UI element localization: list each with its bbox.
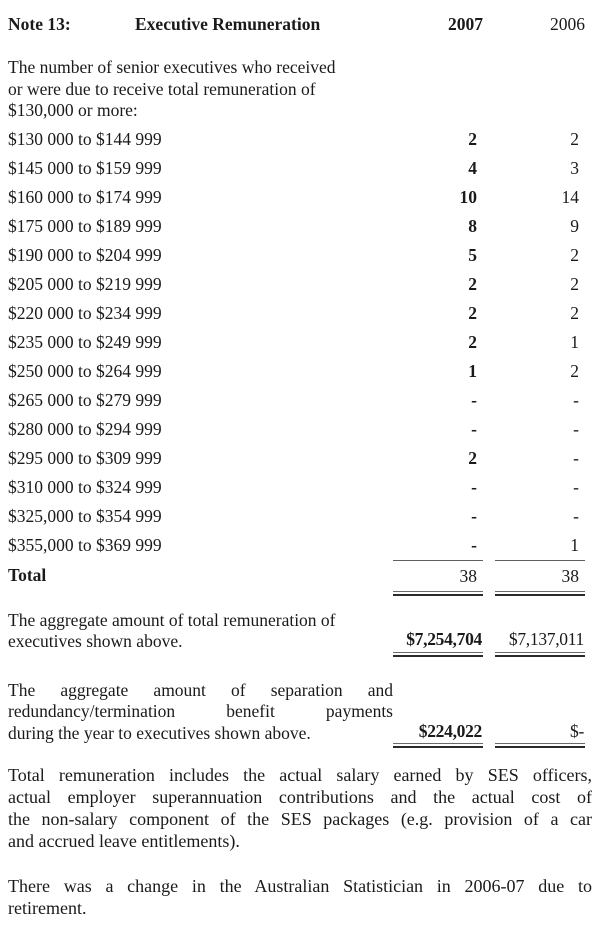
remuneration-band-row: [8, 415, 592, 444]
footnote-line: the non-salary component of the SES packages (e.g. provision of a car: [8, 809, 592, 829]
count-2006: 1: [570, 534, 579, 555]
remuneration-band-row: [8, 328, 592, 357]
band-range-label: $160 000 to $174 999: [8, 186, 162, 207]
aggregate-separation-line: during the year to executives shown above.: [8, 722, 311, 743]
count-2006: 2: [570, 360, 579, 381]
total-count-2007: 38: [393, 560, 483, 592]
aggregate-separation-text: [8, 680, 393, 745]
aggregate-remuneration-line: The aggregate amount of total remuneration of: [8, 609, 336, 630]
band-range-label: $265 000 to $279 999: [8, 389, 162, 410]
aggregate-remuneration-2007: $7,254,704: [393, 629, 483, 653]
count-2006: -: [573, 476, 579, 497]
count-2006: -: [573, 389, 579, 410]
intro-line: $130,000 or more:: [8, 100, 138, 120]
count-2007: -: [471, 534, 477, 555]
remuneration-band-row: [8, 357, 592, 386]
count-2007: 5: [468, 244, 477, 265]
aggregate-separation-2006: $-: [495, 721, 585, 745]
band-range-label: $310 000 to $324 999: [8, 476, 162, 497]
note-number-label: Note 13:: [8, 14, 71, 34]
footnote-statistician-change: [8, 875, 592, 919]
count-2006: 2: [570, 273, 579, 294]
band-range-label: $280 000 to $294 999: [8, 418, 162, 439]
count-2007: 4: [468, 157, 477, 178]
count-2007: -: [471, 418, 477, 439]
remuneration-band-row: [8, 502, 592, 531]
intro-paragraph: [8, 57, 393, 122]
count-2006: 3: [570, 157, 579, 178]
footnote-line: retirement.: [8, 898, 87, 918]
band-range-label: $355,000 to $369 999: [8, 534, 162, 555]
aggregate-remuneration-text: [8, 610, 393, 653]
remuneration-band-row: [8, 154, 592, 183]
band-range-label: $325,000 to $354 999: [8, 505, 162, 526]
count-2007: 2: [468, 331, 477, 352]
remuneration-band-row: [8, 212, 592, 241]
remuneration-band-row: [8, 444, 592, 473]
count-2006: 2: [570, 302, 579, 323]
total-count-2006: 38: [495, 560, 585, 592]
remuneration-band-row: [8, 386, 592, 415]
remuneration-band-row: [8, 473, 592, 502]
band-range-label: $130 000 to $144 999: [8, 128, 162, 149]
footnote-total-remuneration: [8, 764, 592, 852]
count-2007: 8: [468, 215, 477, 236]
count-2006: 14: [561, 186, 579, 207]
count-2007: -: [471, 389, 477, 410]
band-range-label: $145 000 to $159 999: [8, 157, 162, 178]
count-2007: -: [471, 476, 477, 497]
count-2007: 10: [459, 186, 477, 207]
band-range-label: $235 000 to $249 999: [8, 331, 162, 352]
total-label: Total: [8, 564, 47, 585]
intro-line: or were due to receive total remuneration of: [8, 78, 316, 99]
note-title: Executive Remuneration: [135, 14, 321, 34]
count-2007: 2: [468, 447, 477, 468]
count-2006: 1: [570, 331, 579, 352]
count-2007: 2: [468, 273, 477, 294]
remuneration-band-row: [8, 299, 592, 328]
count-2007: 1: [468, 360, 477, 381]
aggregate-remuneration-row: [8, 610, 592, 653]
aggregate-separation-line: The aggregate amount of separation and: [8, 679, 393, 700]
band-range-label: $220 000 to $234 999: [8, 302, 162, 323]
band-range-label: $295 000 to $309 999: [8, 447, 162, 468]
column-header-2007: 2007: [448, 14, 483, 34]
footnote-line: Total remuneration includes the actual salary earned by SES officers,: [8, 765, 592, 785]
intro-line: The number of senior executives who received: [8, 57, 336, 77]
aggregate-separation-line: redundancy/termination benefit payments: [8, 701, 393, 721]
remuneration-band-row: [8, 183, 592, 212]
band-range-label: $190 000 to $204 999: [8, 244, 162, 265]
band-range-label: $205 000 to $219 999: [8, 273, 162, 294]
footnote-line: actual employer superannuation contributions and the actual cost of: [8, 787, 592, 807]
band-range-label: $250 000 to $264 999: [8, 360, 162, 381]
remuneration-band-row: [8, 241, 592, 270]
remuneration-band-row: [8, 270, 592, 299]
count-2006: 2: [570, 244, 579, 265]
count-2006: 2: [570, 128, 579, 149]
count-2006: -: [573, 418, 579, 439]
band-range-label: $175 000 to $189 999: [8, 215, 162, 236]
aggregate-separation-row: [8, 680, 592, 745]
aggregate-remuneration-2006: $7,137,011: [495, 629, 585, 653]
total-row: [8, 560, 592, 592]
aggregate-separation-2007: $224,022: [393, 721, 483, 745]
count-2007: -: [471, 505, 477, 526]
count-2006: -: [573, 447, 579, 468]
remuneration-band-row: [8, 125, 592, 154]
note-header: [8, 13, 592, 36]
count-2007: 2: [468, 302, 477, 323]
count-2007: 2: [468, 128, 477, 149]
remuneration-band-row: [8, 531, 592, 560]
count-2006: 9: [570, 215, 579, 236]
footnote-line: and accrued leave entitlements).: [8, 831, 240, 851]
column-header-2006: 2006: [550, 14, 585, 34]
remuneration-band-table: [8, 125, 592, 560]
aggregate-remuneration-line: executives shown above.: [8, 631, 183, 651]
count-2006: -: [573, 505, 579, 526]
footnote-line: There was a change in the Australian Statistician in 2006-07 due to: [8, 876, 592, 896]
